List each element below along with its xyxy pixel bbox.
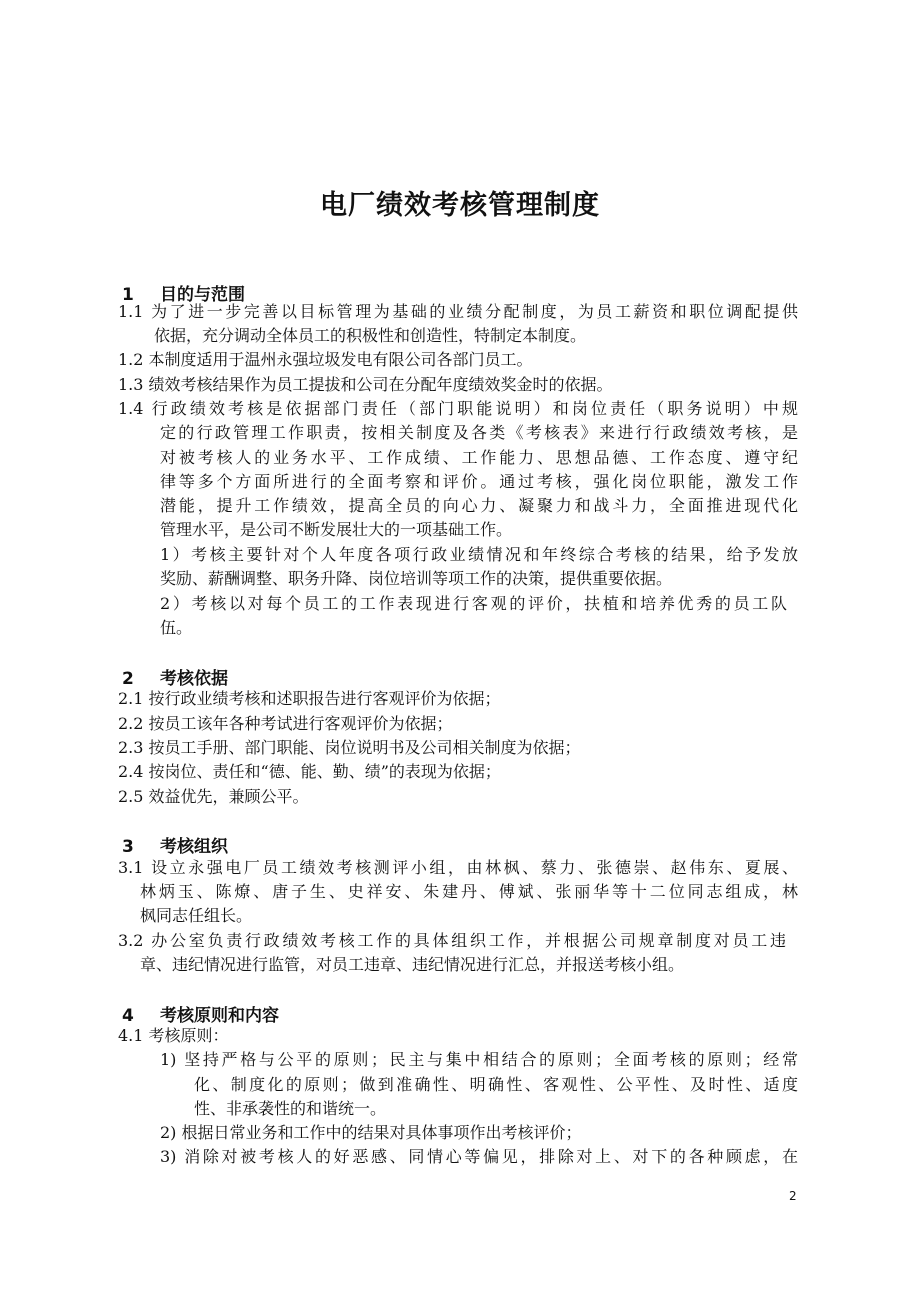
text-line: 管理水平，是公司不断发展壮大的一项基础工作。	[160, 520, 513, 539]
text-line: 1.3 绩效考核结果作为员工提拔和公司在分配年度绩效奖金时的依据。	[118, 375, 613, 394]
text-line: 对被考核人的业务水平、工作成绩、工作能力、思想品德、工作态度、遵守纪	[160, 448, 798, 467]
text-line: 2.3 按员工手册、部门职能、岗位说明书及公司相关制度为依据；	[118, 738, 581, 757]
text-line: 4.1 考核原则：	[118, 1026, 229, 1045]
text-line: 2.2 按员工该年各种考试进行客观评价为依据；	[118, 714, 453, 733]
text-line: 1.4 行政绩效考核是依据部门责任（部门职能说明）和岗位责任（职务说明）中规	[118, 399, 798, 418]
text-line: 枫同志任组长。	[140, 906, 253, 925]
text-line: 2) 根据日常业务和工作中的结果对具体事项作出考核评价；	[160, 1123, 582, 1142]
text-line: 性、非承袭性的和谐统一。	[194, 1099, 387, 1118]
text-line: 3.1 设立永强电厂员工绩效考核测评小组，由林枫、蔡力、张德崇、赵伟东、夏展、	[118, 858, 798, 877]
text-line: 依据，充分调动全体员工的积极性和创造性，特制定本制度。	[154, 326, 587, 345]
text-line: 林炳玉、陈燎、唐子生、史祥安、朱建丹、傅斌、张丽华等十二位同志组成，林	[140, 882, 798, 901]
section-title: 目的与范围	[160, 285, 245, 305]
text-line: 章、违纪情况进行监管，对员工违章、违纪情况进行汇总，并报送考核小组。	[140, 955, 685, 974]
text-line: 1) 坚持严格与公平的原则；民主与集中相结合的原则；全面考核的原则；经常	[160, 1050, 798, 1069]
section-2-heading	[122, 664, 228, 689]
text-line: 伍。	[160, 618, 193, 637]
text-line: 3) 消除对被考核人的好恶感、同情心等偏见，排除对上、对下的各种顾虑，在	[160, 1147, 798, 1166]
section-number: 4	[122, 1006, 134, 1026]
text-line: 律等多个方面所进行的全面考察和评价。通过考核，强化岗位职能，激发工作	[160, 472, 798, 491]
text-line: 3.2 办公室负责行政绩效考核工作的具体组织工作，并根据公司规章制度对员工违	[118, 931, 786, 950]
text-line: 2.4 按岗位、责任和“德、能、勤、绩”的表现为依据；	[118, 762, 501, 781]
text-line: 奖励、薪酬调整、职务升降、岗位培训等项工作的决策，提供重要依据。	[160, 569, 673, 588]
text-line: 1.1 为了进一步完善以目标管理为基础的业绩分配制度，为员工薪资和职位调配提供	[118, 302, 798, 321]
section-4-heading	[122, 1001, 279, 1026]
text-line: 1.2 本制度适用于温州永强垃圾发电有限公司各部门员工。	[118, 350, 533, 369]
document-title: 电厂绩效考核管理制度	[320, 190, 600, 221]
text-line: 定的行政管理工作职责，按相关制度及各类《考核表》来进行行政绩效考核，是	[160, 423, 798, 442]
text-line: 潜能，提升工作绩效，提高全员的向心力、凝聚力和战斗力，全面推进现代化	[160, 496, 798, 515]
text-line: 1）考核主要针对个人年度各项行政业绩情况和年终综合考核的结果，给予发放	[160, 545, 798, 564]
text-line: 2.1 按行政业绩考核和述职报告进行客观评价为依据；	[118, 689, 501, 708]
page-number: 2	[789, 1189, 797, 1203]
section-title: 考核原则和内容	[160, 1006, 279, 1026]
section-3-heading	[122, 832, 228, 857]
text-line: 化、制度化的原则；做到准确性、明确性、客观性、公平性、及时性、适度	[194, 1075, 798, 1094]
section-number: 3	[122, 837, 134, 857]
section-title: 考核组织	[160, 837, 228, 857]
section-title: 考核依据	[160, 669, 228, 689]
text-line: 2）考核以对每个员工的工作表现进行客观的评价，扶植和培养优秀的员工队	[160, 594, 787, 613]
text-line: 2.5 效益优先，兼顾公平。	[118, 787, 309, 806]
section-number: 1	[122, 285, 134, 305]
section-number: 2	[122, 669, 134, 689]
